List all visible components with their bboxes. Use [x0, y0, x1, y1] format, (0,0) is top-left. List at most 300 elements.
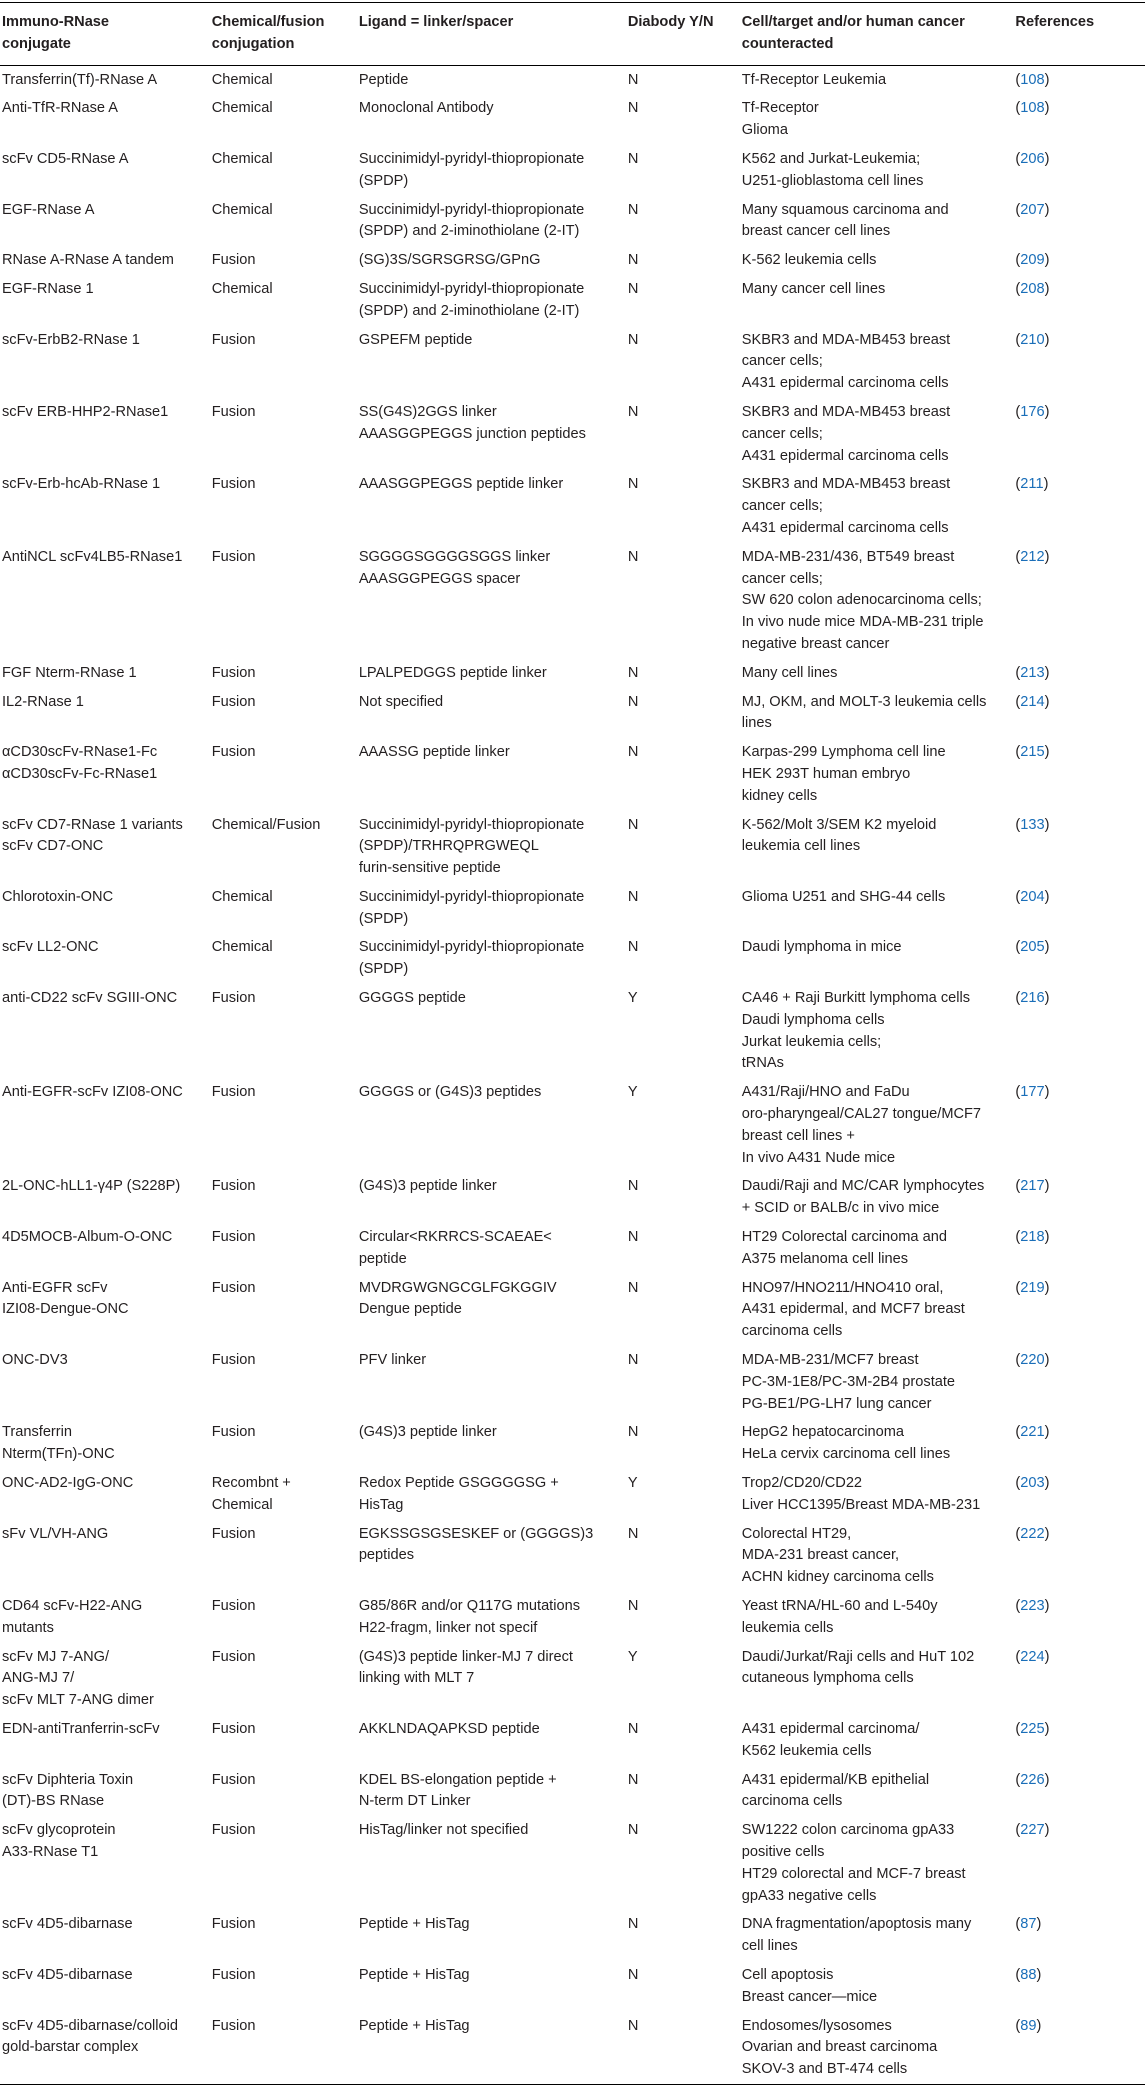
table-row [0, 326, 1145, 398]
reference-number[interactable]: 205 [1020, 939, 1045, 956]
reference-link[interactable]: (220) [1015, 1352, 1050, 1369]
reference-number[interactable]: 208 [1020, 280, 1045, 297]
cell-conjugation-line: Fusion [211, 1648, 256, 1665]
reference-number[interactable]: 224 [1020, 1648, 1045, 1665]
cell-conjugation-line: Chemical [211, 201, 273, 218]
cell-conjugate-line: sFv VL/VH-ANG [2, 1525, 109, 1542]
reference-number[interactable]: 133 [1020, 816, 1045, 833]
cell-target-line: cell lines [741, 1938, 798, 1955]
cell-diabody [626, 1078, 740, 1172]
cell-target-line: K-562/Molt 3/SEM K2 myeloid [741, 816, 937, 833]
cell-conjugate-line: ONC-DV3 [2, 1352, 68, 1369]
cell-conjugation [210, 1910, 357, 1961]
cell-conjugation-line: Fusion [211, 744, 256, 761]
table-row [0, 275, 1145, 326]
cell-target-line: carcinoma cells [741, 1323, 843, 1340]
cell-target [740, 275, 1014, 326]
cell-ligand-line: MVDRGWGNGCGLFGKGGIV [358, 1279, 557, 1296]
cell-conjugation-line: Fusion [211, 1598, 256, 1614]
cell-reference [1013, 145, 1145, 196]
cell-conjugation [210, 65, 357, 94]
cell-target-line: K562 leukemia cells [741, 1742, 872, 1759]
cell-conjugation-line: Fusion [211, 1229, 256, 1246]
cell-target [740, 1816, 1014, 1910]
cell-diabody-value: N [627, 331, 639, 348]
cell-conjugation [210, 688, 357, 739]
cell-conjugation [210, 246, 357, 275]
cell-diabody [626, 1172, 740, 1223]
reference-number[interactable]: 89 [1020, 2017, 1037, 2034]
reference-number[interactable]: 210 [1020, 331, 1045, 348]
cell-ligand [357, 398, 626, 470]
cell-target [740, 738, 1014, 810]
cell-diabody-value: N [627, 1279, 639, 1296]
cell-target [740, 1643, 1014, 1715]
reference-number[interactable]: 213 [1020, 664, 1045, 681]
cell-diabody [626, 1592, 740, 1643]
table-row [0, 1346, 1145, 1418]
reference-number[interactable]: 212 [1020, 548, 1045, 565]
cell-target [740, 1520, 1014, 1592]
reference-number[interactable]: 225 [1020, 1720, 1045, 1737]
cell-ligand [357, 246, 626, 275]
table-row [0, 196, 1145, 247]
cell-target [740, 470, 1014, 542]
cell-target-line: SW1222 colon carcinoma gpA33 [741, 1822, 955, 1839]
cell-target-line: kidney cells [741, 787, 818, 804]
cell-conjugation-line: Fusion [211, 1771, 256, 1788]
reference-number[interactable]: 226 [1020, 1771, 1045, 1788]
reference-number[interactable]: 227 [1020, 1822, 1045, 1839]
cell-target [740, 1274, 1014, 1346]
table-row [0, 1418, 1145, 1469]
cell-reference [1013, 883, 1145, 934]
reference-number[interactable]: 88 [1020, 1966, 1037, 1983]
reference-link[interactable]: (203) [1015, 1475, 1050, 1492]
reference-number[interactable]: 211 [1020, 476, 1044, 493]
reference-link[interactable]: (206) [1015, 150, 1050, 167]
cell-target-line: Daudi lymphoma in mice [741, 939, 902, 956]
reference-number[interactable]: 221 [1020, 1424, 1045, 1441]
cell-target-line: cutaneous lymphoma cells [741, 1670, 914, 1687]
reference-link[interactable]: (224) [1015, 1648, 1050, 1665]
cell-ligand-line: Dengue peptide [358, 1301, 462, 1318]
cell-diabody [626, 883, 740, 934]
cell-target-line: SKOV-3 and BT-474 cells [741, 2061, 908, 2078]
cell-ligand [357, 933, 626, 984]
reference-number[interactable]: 209 [1020, 252, 1045, 269]
cell-target [740, 543, 1014, 659]
reference-number[interactable]: 204 [1020, 888, 1045, 905]
cell-target [740, 1172, 1014, 1223]
cell-ligand-line: G85/86R and/or Q117G mutations [358, 1598, 581, 1614]
cell-ligand-line: Succinimidyl-pyridyl-thiopropionate [358, 888, 585, 905]
cell-diabody-value: N [627, 939, 639, 956]
reference-number[interactable]: 176 [1020, 403, 1045, 420]
reference-number[interactable]: 108 [1020, 100, 1045, 117]
cell-conjugation-line: Fusion [211, 990, 256, 1007]
cell-ligand [357, 1816, 626, 1910]
reference-number[interactable]: 215 [1020, 744, 1045, 761]
cell-target-line: breast cancer cell lines [741, 223, 891, 240]
table-row [0, 94, 1145, 145]
table-row [0, 1592, 1145, 1643]
cell-target-line: Daudi lymphoma cells [741, 1011, 885, 1028]
cell-conjugate-line: Transferrin(Tf)-RNase A [2, 71, 158, 88]
cell-target-line: breast cell lines + [741, 1127, 855, 1144]
cell-target-line: Tf-Receptor Leukemia [741, 71, 887, 88]
table-row [0, 246, 1145, 275]
cell-conjugate [0, 738, 210, 810]
table-row [0, 1274, 1145, 1346]
reference-link[interactable]: (210) [1015, 331, 1050, 348]
cell-ligand-line: PFV linker [358, 1352, 427, 1369]
cell-diabody-value: Y [627, 1084, 638, 1101]
cell-target-line: Ovarian and breast carcinoma [741, 2039, 938, 2056]
cell-target-line: + SCID or BALB/c in vivo mice [741, 1200, 940, 1217]
cell-ligand [357, 811, 626, 883]
cell-target-line: A431 epidermal carcinoma cells [741, 519, 949, 536]
cell-conjugate-line: RNase A-RNase A tandem [2, 252, 174, 269]
cell-target-line: Daudi/Raji and MC/CAR lymphocytes [741, 1178, 985, 1195]
cell-ligand [357, 470, 626, 542]
reference-link[interactable]: (87) [1015, 1916, 1042, 1933]
cell-conjugate-line: AntiNCL scFv4LB5-RNase1 [2, 548, 183, 565]
reference-link[interactable]: (204) [1015, 888, 1050, 905]
cell-ligand-line: Monoclonal Antibody [358, 100, 494, 117]
cell-ligand-line: furin-sensitive peptide [358, 860, 501, 877]
cell-conjugation-line: Chemical [211, 939, 273, 956]
cell-target [740, 883, 1014, 934]
reference-link[interactable]: (217) [1015, 1178, 1050, 1195]
cell-target-line: MDA-231 breast cancer, [741, 1547, 900, 1564]
reference-link[interactable]: (133) [1015, 816, 1050, 833]
cell-reference [1013, 1910, 1145, 1961]
cell-ligand-line: AAASGGPEGGS spacer [358, 570, 521, 587]
cell-diabody [626, 470, 740, 542]
cell-target [740, 196, 1014, 247]
cell-conjugation [210, 275, 357, 326]
cell-target-line: SKBR3 and MDA-MB453 breast [741, 331, 951, 348]
cell-diabody [626, 326, 740, 398]
reference-link[interactable]: (213) [1015, 664, 1050, 681]
reference-link[interactable]: (211) [1015, 476, 1049, 493]
cell-target [740, 811, 1014, 883]
table-row [0, 811, 1145, 883]
cell-conjugate [0, 543, 210, 659]
cell-conjugation [210, 933, 357, 984]
cell-diabody [626, 1469, 740, 1520]
reference-link[interactable]: (209) [1015, 252, 1050, 269]
cell-conjugate [0, 1592, 210, 1643]
table-row [0, 1961, 1145, 2012]
cell-target-line: In vivo A431 Nude mice [741, 1149, 896, 1166]
reference-link[interactable]: (108) [1015, 71, 1050, 88]
cell-conjugate-line: Nterm(TFn)-ONC [2, 1446, 115, 1463]
cell-conjugation-line: Chemical [211, 888, 273, 905]
cell-conjugation-line: Fusion [211, 476, 256, 493]
cell-target [740, 1715, 1014, 1766]
cell-conjugate [0, 933, 210, 984]
reference-number[interactable]: 177 [1020, 1084, 1045, 1101]
cell-target-line: oro-pharyngeal/CAL27 tongue/MCF7 [741, 1106, 982, 1123]
cell-conjugate [0, 1469, 210, 1520]
cell-conjugation [210, 1643, 357, 1715]
header-references: References [1015, 14, 1095, 30]
cell-reference [1013, 659, 1145, 688]
cell-ligand-line: GSPEFM peptide [358, 331, 473, 348]
reference-number[interactable]: 222 [1020, 1525, 1045, 1542]
reference-link[interactable]: (223) [1015, 1598, 1050, 1614]
cell-target [740, 246, 1014, 275]
cell-target-line: SKBR3 and MDA-MB453 breast [741, 403, 951, 420]
cell-target [740, 1469, 1014, 1520]
cell-conjugation-line: Recombnt + [211, 1475, 291, 1492]
reference-link[interactable]: (207) [1015, 201, 1050, 218]
cell-conjugate [0, 1715, 210, 1766]
cell-ligand [357, 1961, 626, 2012]
cell-conjugation-line: Chemical [211, 150, 273, 167]
header-conjugate: Immuno-RNase conjugate [2, 14, 110, 52]
cell-ligand-line: Peptide + HisTag [358, 2017, 470, 2034]
cell-diabody [626, 933, 740, 984]
reference-number[interactable]: 223 [1020, 1598, 1045, 1614]
cell-conjugation-line: Fusion [211, 693, 256, 710]
cell-conjugation [210, 470, 357, 542]
cell-ligand-line: (SG)3S/SGRSGRSG/GPnG [358, 252, 541, 269]
reference-number[interactable]: 214 [1020, 693, 1045, 710]
cell-conjugate [0, 275, 210, 326]
cell-target [740, 1346, 1014, 1418]
cell-ligand [357, 1274, 626, 1346]
cell-diabody [626, 1346, 740, 1418]
reference-link[interactable]: (177) [1015, 1084, 1050, 1101]
cell-target-line: A375 melanoma cell lines [741, 1250, 909, 1267]
cell-target [740, 145, 1014, 196]
reference-link[interactable]: (216) [1015, 990, 1050, 1007]
cell-reference [1013, 1418, 1145, 1469]
reference-link[interactable]: (176) [1015, 403, 1050, 420]
cell-diabody-value: N [627, 744, 639, 761]
cell-conjugate [0, 1078, 210, 1172]
cell-ligand-line: Peptide [358, 71, 409, 88]
cell-ligand [357, 1078, 626, 1172]
cell-ligand-line: AAASGGPEGGS junction peptides [358, 425, 586, 442]
cell-conjugation-line: Chemical/Fusion [211, 816, 321, 833]
cell-conjugate-line: Anti-EGFR scFv [2, 1279, 108, 1296]
cell-target-line: Daudi/Jurkat/Raji cells and HuT 102 [741, 1648, 975, 1665]
reference-link[interactable]: (214) [1015, 693, 1050, 710]
cell-target-line: HT29 colorectal and MCF-7 breast [741, 1865, 966, 1882]
cell-target-line: Liver HCC1395/Breast MDA-MB-231 [741, 1496, 981, 1513]
reference-link[interactable]: (218) [1015, 1229, 1050, 1246]
reference-number[interactable]: 206 [1020, 150, 1045, 167]
cell-reference [1013, 1172, 1145, 1223]
reference-link[interactable]: (227) [1015, 1822, 1050, 1839]
table-row [0, 470, 1145, 542]
cell-reference [1013, 275, 1145, 326]
table-row [0, 1469, 1145, 1520]
cell-target-line: MDA-MB-231/MCF7 breast [741, 1352, 919, 1369]
cell-reference [1013, 688, 1145, 739]
cell-conjugation [210, 1223, 357, 1274]
reference-number[interactable]: 220 [1020, 1352, 1045, 1369]
cell-conjugate-line: EGF-RNase A [2, 201, 95, 218]
cell-reference [1013, 1274, 1145, 1346]
cell-target [740, 1078, 1014, 1172]
reference-link[interactable]: (215) [1015, 744, 1050, 761]
cell-ligand [357, 275, 626, 326]
reference-number[interactable]: 207 [1020, 201, 1045, 218]
cell-diabody-value: Y [627, 1648, 638, 1665]
cell-conjugation [210, 543, 357, 659]
cell-conjugation-line: Fusion [211, 1525, 256, 1542]
cell-diabody-value: N [627, 476, 639, 493]
reference-link[interactable]: (212) [1015, 548, 1050, 565]
cell-conjugate [0, 1418, 210, 1469]
cell-target-line: Karpas-299 Lymphoma cell line [741, 744, 946, 761]
cell-conjugation-line: Fusion [211, 664, 256, 681]
reference-link[interactable]: (225) [1015, 1720, 1050, 1737]
table-body [0, 65, 1145, 2084]
cell-target-line: Colorectal HT29, [741, 1525, 852, 1542]
cell-diabody [626, 94, 740, 145]
cell-conjugate [0, 326, 210, 398]
cell-ligand [357, 1223, 626, 1274]
table-row [0, 984, 1145, 1078]
cell-reference [1013, 65, 1145, 94]
cell-target-line: K-562 leukemia cells [741, 252, 877, 269]
reference-link[interactable]: (219) [1015, 1279, 1050, 1296]
table-row [0, 2012, 1145, 2085]
cell-conjugate [0, 145, 210, 196]
cell-reference [1013, 326, 1145, 398]
cell-target-line: HEK 293T human embryo [741, 765, 911, 782]
cell-diabody-value: N [627, 1771, 639, 1788]
cell-conjugate [0, 1961, 210, 2012]
reference-link[interactable]: (226) [1015, 1771, 1050, 1788]
cell-diabody-value: N [627, 816, 639, 833]
cell-ligand-line: Peptide + HisTag [358, 1966, 470, 1983]
cell-ligand-line: Peptide + HisTag [358, 1916, 470, 1933]
cell-conjugation-line: Fusion [211, 2017, 256, 2034]
table-row [0, 1766, 1145, 1817]
cell-ligand-line: linking with MLT 7 [358, 1670, 475, 1687]
cell-conjugation [210, 659, 357, 688]
cell-target-line: cancer cells; [741, 425, 823, 442]
cell-conjugate-line: 4D5MOCB-Album-O-ONC [2, 1229, 173, 1246]
cell-ligand-line: SGGGGSGGGGSGGS linker [358, 548, 551, 565]
cell-ligand-line: GGGGS or (G4S)3 peptides [358, 1084, 542, 1101]
table-row [0, 1715, 1145, 1766]
cell-target-line: leukemia cells [741, 1619, 834, 1636]
cell-conjugate-line: αCD30scFv-Fc-RNase1 [2, 765, 158, 782]
cell-ligand-line: KDEL BS-elongation peptide + [358, 1771, 557, 1788]
cell-conjugate [0, 1223, 210, 1274]
cell-conjugate-line: Anti-TfR-RNase A [2, 100, 118, 117]
reference-number[interactable]: 87 [1020, 1916, 1037, 1933]
cell-conjugate [0, 688, 210, 739]
cell-conjugate [0, 659, 210, 688]
reference-link[interactable]: (205) [1015, 939, 1050, 956]
cell-conjugate-line: Transferrin [2, 1424, 73, 1441]
cell-target-line: Yeast tRNA/HL-60 and L-540y [741, 1598, 938, 1614]
cell-target-line: positive cells [741, 1843, 825, 1860]
cell-conjugation [210, 94, 357, 145]
cell-conjugate-line: anti-CD22 scFv SGIII-ONC [2, 990, 178, 1007]
cell-conjugation [210, 1961, 357, 2012]
cell-ligand [357, 738, 626, 810]
reference-number[interactable]: 216 [1020, 990, 1045, 1007]
reference-number[interactable]: 219 [1020, 1279, 1045, 1296]
cell-target-line: Tf-Receptor [741, 100, 819, 117]
table-row [0, 1172, 1145, 1223]
cell-target [740, 933, 1014, 984]
cell-target [740, 984, 1014, 1078]
cell-ligand-line: GGGGS peptide [358, 990, 466, 1007]
cell-diabody [626, 398, 740, 470]
cell-target-line: MJ, OKM, and MOLT-3 leukemia cells [741, 693, 987, 710]
immuno-rnase-table [0, 2, 1145, 2085]
cell-target-line: Many cell lines [741, 664, 838, 681]
cell-target [740, 1592, 1014, 1643]
cell-conjugate [0, 883, 210, 934]
cell-target [740, 94, 1014, 145]
cell-reference [1013, 1223, 1145, 1274]
reference-number[interactable]: 203 [1020, 1475, 1045, 1492]
cell-target [740, 1418, 1014, 1469]
cell-ligand [357, 1715, 626, 1766]
cell-diabody-value: N [627, 1822, 639, 1839]
cell-conjugation-line: Chemical [211, 100, 273, 117]
reference-link[interactable]: (222) [1015, 1525, 1050, 1542]
cell-conjugate-line: ANG-MJ 7/ [2, 1670, 75, 1687]
cell-conjugate-line: scFv 4D5-dibarnase/colloid [2, 2017, 179, 2034]
cell-reference [1013, 196, 1145, 247]
cell-ligand [357, 688, 626, 739]
reference-number[interactable]: 108 [1020, 71, 1045, 88]
cell-diabody [626, 811, 740, 883]
cell-conjugate [0, 246, 210, 275]
cell-reference [1013, 1961, 1145, 2012]
reference-link[interactable]: (208) [1015, 280, 1050, 297]
cell-target [740, 1766, 1014, 1817]
reference-link[interactable]: (221) [1015, 1424, 1050, 1441]
cell-ligand [357, 984, 626, 1078]
cell-conjugation [210, 1520, 357, 1592]
cell-ligand [357, 65, 626, 94]
reference-link[interactable]: (89) [1015, 2017, 1042, 2034]
cell-conjugate-line: scFv CD7-RNase 1 variants [2, 816, 183, 833]
reference-number[interactable]: 217 [1020, 1178, 1045, 1195]
cell-target-line: Many cancer cell lines [741, 280, 886, 297]
cell-conjugation-line: Fusion [211, 1822, 256, 1839]
cell-conjugate-line: 2L-ONC-hLL1-γ4P (S228P) [2, 1178, 181, 1195]
cell-ligand [357, 1418, 626, 1469]
cell-conjugate-line: mutants [2, 1619, 54, 1636]
cell-target-line: K562 and Jurkat-Leukemia; [741, 150, 921, 167]
reference-link[interactable]: (88) [1015, 1966, 1042, 1983]
cell-target-line: cancer cells; [741, 570, 823, 587]
reference-number[interactable]: 218 [1020, 1229, 1045, 1246]
reference-link[interactable]: (108) [1015, 100, 1050, 117]
cell-ligand-line: Succinimidyl-pyridyl-thiopropionate [358, 939, 585, 956]
cell-target-line: negative breast cancer [741, 635, 890, 652]
cell-ligand [357, 1592, 626, 1643]
cell-ligand-line: LPALPEDGGS peptide linker [358, 664, 547, 681]
cell-conjugation-line: Chemical [211, 280, 273, 297]
cell-target-line: SW 620 colon adenocarcinoma cells; [741, 592, 982, 609]
